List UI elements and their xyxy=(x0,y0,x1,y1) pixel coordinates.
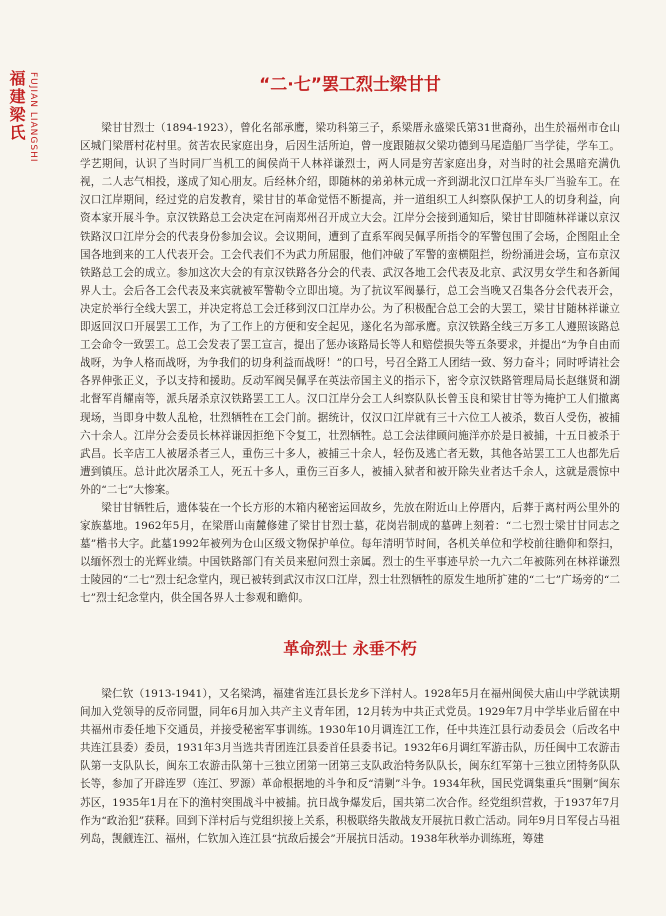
article-1-paragraph-2: 梁甘甘牺牲后，遗体装在一个长方形的木箱内秘密运回故乡，先放在附近山上停厝内，后葬于离村两公里外的家族墓地。1962年5月，在梁厝山南麓修建了梁甘甘烈士墓，花岗岩制成的墓碑上刻着：“二七烈士梁甘甘同志之墓”楷书大字。此墓1992年被列为仓山区级文物保护单位。每年清明节时间，各机关单位和学校前往瞻仰和祭扫，以缅怀烈士的光辉业绩。中国铁路部门有关员来慰问烈士亲属。烈士的生平事迹早於一九六二年被陈列在林祥谦烈士陵园的“二七”烈士纪念堂内，现已被转到武汉市汉口江岸，烈士壮烈牺牲的原发生地所扩建的“二七”广场旁的“二七”烈士纪念堂内，供全国各界人士参观和瞻仰。 xyxy=(80,501,620,605)
article-1-title: “二·七”罢工烈士梁甘甘 xyxy=(259,75,441,95)
sidebar-pinyin: FUJIAN LIANGSHI xyxy=(28,72,38,163)
article-2-title: 革命烈士 永垂不朽 xyxy=(283,639,417,658)
article-2 xyxy=(80,636,620,848)
article-1-paragraph-1: 梁甘甘烈士（1894-1923），曾化名部承鹰，梁功科第三子，系梁厝永盛梁氏第31世裔孙，出生於福州市仓山区城门梁厝村花村里。贫苦农民家庭出身，后因生活所迫，曾一度跟随叔父梁功德到马尾造船厂当学徒，学车工。学艺期间，认识了当时同厂当机工的闽侯尚干人林祥谦烈士，两人同是穷苦家庭出身，对当时的社会黑暗充满仇视，二人志气相投，遂成了知心朋友。后经林介绍，即随林的弟弟林元成一齐到湖北汉口江岸车头厂当验车工。在汉口江岸期间，经过党的启发教育，梁甘甘的革命觉悟不断提高，并一道组织工人纠察队保护工人的切身利益，向资本家开展斗争。京汉铁路总工会决定在河南郑州召开成立大会。江岸分会接到通知后，梁甘甘即随林祥谦以京汉铁路汉口江岸分会的代表身份参加会议。会议期间，遭到了直系军阀吴佩孚所指令的军警包围了会场，企图阻止全国各地到来的工人代表开会。工会代表们不为武力所屈服，他们冲破了军警的蛮横阻拦，纷纷涌进会场，宣布京汉铁路总工会的成立。参加这次大会的有京汉铁路各分会的代表、武汉各地工会代表及北京、武汉男女学生和各新闻界人士。会后各工会代表及来宾就被军警勒令立即出境。为了抗议军阀暴行，总工会当晚又召集各分会代表开会，决定於举行全线大罢工，并决定将总工会迁移到汉口江岸办公。为了积极配合总工会的大罢工，梁甘甘随林祥谦立即返回汉口开展罢工工作，为了工作上的方便和安全起见，遂化名为部承鹰。京汉铁路全线三万多工人遵照该路总工会命令一致罢工。总工会发表了罢工宣言，提出了惩办该路局长等人和赔偿损失等五条要求，并提出“为争自由而战呀，为争人格而战呀，为争我们的切身利益而战呀！”的口号，号召全路工人团结一致、努力奋斗；同时呼请社会各界伸张正义，予以支持和援助。反动军阀吴佩孚在英法帝国主义的指示下，密令京汉铁路管理局局长赵继贤和湖北督军肖耀南等，派兵屠杀京汉铁路罢工工人。汉口江岸分会工人纠察队队长曾玉良和梁甘甘等为掩护工人们撤离现场，当即身中数人乱枪，壮烈牺牲在工会门前。据统计，仅汉口江岸就有三十六位工人被杀，数百人受伤，被捕六十余人。江岸分会委员长林祥谦因拒绝下令复工，壮烈牺牲。总工会法律顾问施洋亦於是日被捕，十五日被杀于武昌。长辛店工人被屠杀者三人，重伤三十多人，被捕三十余人，轻伤及逃亡者无数，其他各站罢工工人也都先后遭到镇压。总计此次屠杀工人，死五十多人，重伤三百多人，被捕入狱者和被开除失业者达千余人，这就是震惊中外的“二七”大惨案。 xyxy=(80,122,620,496)
article-1 xyxy=(80,70,620,608)
article-2-paragraph-1: 梁仁钦（1913-1941），又名梁鸿，福建省连江县长龙乡下洋村人。1928年5月在福州闽侯大庙山中学就读期间加入党领导的反帝同盟，同年6月加入共产主义青年团，12月转为中共正式党员。1929年7月中学毕业后留在中共福州市委任地下交通员，并接受秘密军事训练。1930年10月调连江工作，任中共连江县行动委员会（后改名中共连江县委）委员，1931年3月当选共青团连江县委首任县委书记。1932年6月调红军游击队，历任闽中工农游击队第一支队队长，闽东工农游击队第十三独立团第一团第三支队政治特务队队长，闽东红军第十三独立团特务队队长等，参加了开辟连罗（连江、罗源）革命根据地的斗争和反“清剿”斗争。1934年秋，国民党调集重兵“围剿”闽东苏区，1935年1月在下的渔村突围战斗中被捕。抗日战争爆发后，国共第二次合作。经党组织营救，于1937年7月作为“政治犯”获释。回到下洋村后与党组织接上关系，积极联络失散战友开展抗日救亡活动。同年9月日军侵占马祖列岛，觊觎连江、福州，仁钦加入连江县“抗敌后援会”开展抗日活动。1938年秋举办训练班，筹建 xyxy=(80,688,620,845)
sidebar-title: 福建梁氏 xyxy=(7,70,26,142)
